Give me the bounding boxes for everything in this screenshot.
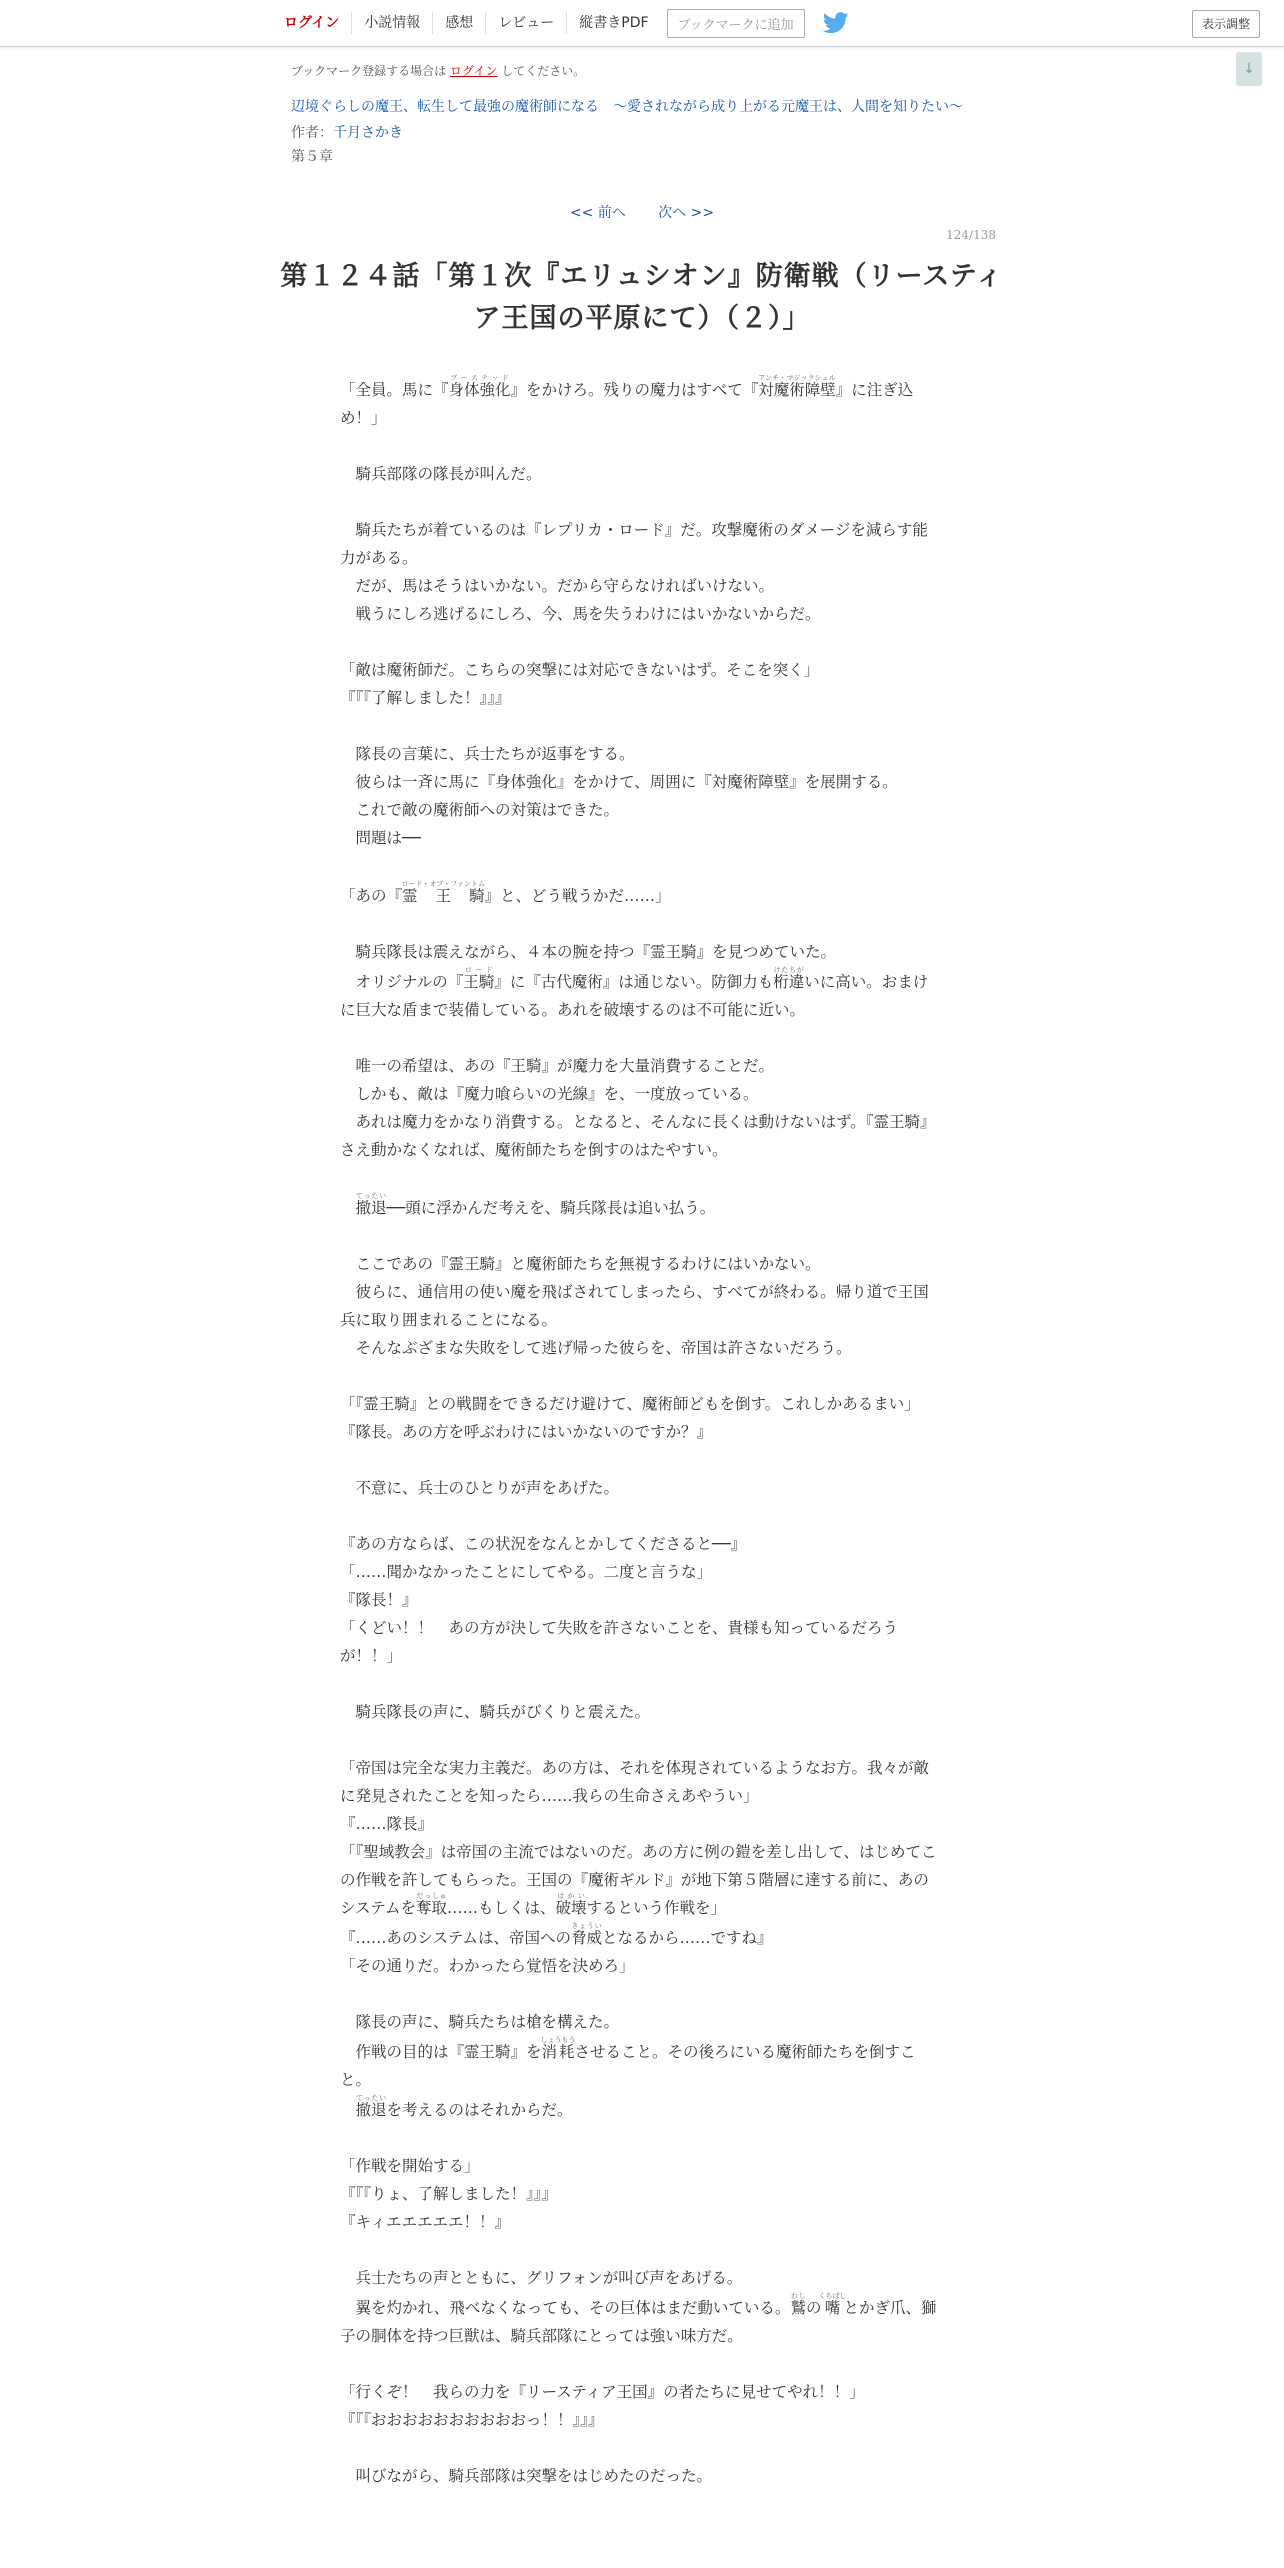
body-line: 『隊長。あの方を呼ぶわけにはいかないのですか？』 [340,1423,713,1441]
body-line: 『『『りょ、了解しました！』』』 [340,2185,558,2203]
body-line: 「『聖域教会』は帝国の主流ではないのだ。あの方に例の鎧を差し出して、はじめてこの作戦を許してもらった。王国の『魔術ギルド』が地下第５階層に達する前に、あのシステムを奪取だっしゅ……もしくは、破壊はかいするという作戦を」 [340,1843,937,1917]
body-line: だが、馬はそうはいかない。だから守らなければいけない。 [340,577,775,595]
body-line: 騎兵部隊の隊長が叫んだ。 [340,465,542,483]
body-line: 『あの方ならば、この状況をなんとかしてくださると──』 [340,1535,747,1553]
episode-counter: 124/138 [946,228,996,242]
body-line: 「全員。馬に『身体強化ブーステッド』をかけろ。残りの魔力はすべて『対魔術障壁アンチ・マジックシェル』に注ぎ込め！」 [340,374,914,427]
notice-suffix: してください。 [501,64,586,78]
top-header-bar [0,0,1284,47]
nav-login[interactable]: ログイン [284,15,340,31]
body-line: 「帝国は完全な実力主義だ。あの方は、それを体現されているようなお方。我々が敵に発見されたことを知ったら……我らの生命さえあやうい」 [340,1759,930,1805]
body-line: 「作戦を開始する」 [340,2157,480,2175]
notice-login-link[interactable]: ログイン [450,64,498,78]
chapter-label: 第５章 [291,149,333,165]
body-line: 『隊長！』 [340,1591,418,1609]
body-line: 騎兵隊長は震えながら、４本の腕を持つ『霊王騎』を見つめていた。 [340,943,837,961]
body-line: 撤退てったいを考えるのはそれからだ。 [355,2094,573,2119]
scroll-down-button[interactable]: ↓ [1236,52,1262,86]
body-line: 『……あのシステムは、帝国への脅威きょういとなるから……ですね』 [340,1922,773,1947]
novel-body [340,374,940,2490]
body-line: 彼らに、通信用の使い魔を飛ばされてしまったら、すべてが終わる。帰り道で王国兵に取り囲まれることになる。 [340,1283,929,1329]
body-line: 『キィエエエエエ！！』 [340,2213,511,2231]
body-line: 作戦の目的は『霊王騎』を消耗しょうもうさせること。その後ろにいる魔術師たちを倒すこと。 [340,2036,916,2089]
body-line: 「あの『霊 王 騎ロード・オブ・ファントム』と、どう戦うかだ……」 [340,880,671,905]
body-line: あれは魔力をかなり消費する。となると、そんなに長くは動けないはず。『霊王騎』さえ動かなくなれば、魔術師たちを倒すのはたやすい。 [340,1113,936,1159]
body-line: 「『霊王騎』との戦闘をできるだけ避けて、魔術師どもを倒す。これしかあるまい」 [340,1395,920,1413]
body-line: 不意に、兵士のひとりが声をあげた。 [340,1479,620,1497]
bookmark-login-notice [291,62,585,79]
body-line: ここであの『霊王騎』と魔術師たちを無視するわけにはいかない。 [340,1255,821,1273]
body-line: そんなぶざまな失敗をして逃げ帰った彼らを、帝国は許さないだろう。 [340,1339,852,1357]
body-line: 『……隊長』 [340,1815,434,1833]
body-line: 問題は── [340,829,421,847]
series-title-link[interactable]: 辺境ぐらしの魔王、転生して最強の魔術師になる 〜愛されながら成り上がる元魔王は、人間を知りたい〜 [291,99,963,115]
body-line: 『『『了解しました！』』』 [340,689,511,707]
nav-impressions[interactable]: 感想 [432,12,485,34]
body-line: 撤退てったい──頭に浮かんだ考えを、騎兵隊長は追い払う。 [355,1192,716,1217]
body-line: 彼らは一斉に馬に『身体強化』をかけて、周囲に『対魔術障壁』を展開する。 [340,773,898,791]
body-line: 『『『おおおおおおおおおおっ！！』』』 [340,2411,604,2429]
display-settings-button[interactable]: 表示調整 [1192,10,1260,38]
body-line: 「……聞かなかったことにしてやる。二度と言うな」 [340,1563,713,1581]
nav-novel-info[interactable]: 小説情報 [351,12,432,34]
author-link[interactable]: 千月さかき [333,125,403,141]
author-line [291,122,403,142]
body-line: しかも、敵は『魔力喰らいの光線』を、一度放っている。 [340,1085,759,1103]
body-line: 叫びながら、騎兵部隊は突撃をはじめたのだった。 [340,2467,713,2485]
prev-episode-link[interactable]: << 前へ [569,205,626,221]
body-line: これで敵の魔術師への対策はできた。 [340,801,620,819]
body-line: オリジナルの『王騎ロード』に『古代魔術』は通じない。防御力も桁違けたちがいに高い。おまけに巨大な盾まで装備している。あれを破壊するのは不可能に近い。 [340,966,929,1019]
body-line: 兵士たちの声とともに、グリフォンが叫び声をあげる。 [340,2269,743,2287]
header-nav [272,0,849,46]
body-line: 隊長の言葉に、兵士たちが返事をする。 [340,745,635,763]
body-line: 「敵は魔術師だ。こちらの突撃には対応できないはず。そこを突く」 [340,661,820,679]
add-bookmark-button[interactable]: ブックマークに追加 [667,9,805,38]
body-line: 「行くぞ！ 我らの力を『リースティア王国』の者たちに見せてやれ！！」 [340,2383,865,2401]
nav-vertical-pdf[interactable]: 縦書きPDF [566,12,660,34]
episode-pager [0,202,1284,222]
twitter-bird-icon[interactable] [823,12,849,34]
author-label: 作者： [291,125,333,141]
body-line: 翼を灼かれ、飛べなくなっても、その巨体はまだ動いている。鷲わしの嘴くちばしとかぎ爪、獅子の胴体を持つ巨獣は、騎兵部隊にとっては強い味方だ。 [340,2292,937,2345]
body-line: 隊長の声に、騎兵たちは槍を構えた。 [340,2013,620,2031]
notice-prefix: ブックマーク登録する場合は [291,64,447,78]
body-line: 「その通りだ。わかったら覚悟を決めろ」 [340,1957,635,1975]
body-line: 騎兵たちが着ているのは『レプリカ・ロード』だ。攻撃魔術のダメージを減らす能力がある。 [340,521,928,567]
episode-title: 第１２４話「第１次『エリュシオン』防衛戦（リースティア王国の平原にて）（２）」 [280,261,1004,334]
body-line: 戦うにしろ逃げるにしろ、今、馬を失うわけにはいかないからだ。 [340,605,821,623]
body-line: 唯一の希望は、あの『王騎』が魔力を大量消費することだ。 [340,1057,775,1075]
next-episode-link[interactable]: 次へ >> [658,205,715,221]
body-line: 騎兵隊長の声に、騎兵がびくりと震えた。 [340,1703,651,1721]
body-line: 「くどい！！ あの方が決して失敗を許さないことを、貴様も知っているだろうが！！」 [340,1619,899,1665]
nav-review[interactable]: レビュー [485,12,566,34]
